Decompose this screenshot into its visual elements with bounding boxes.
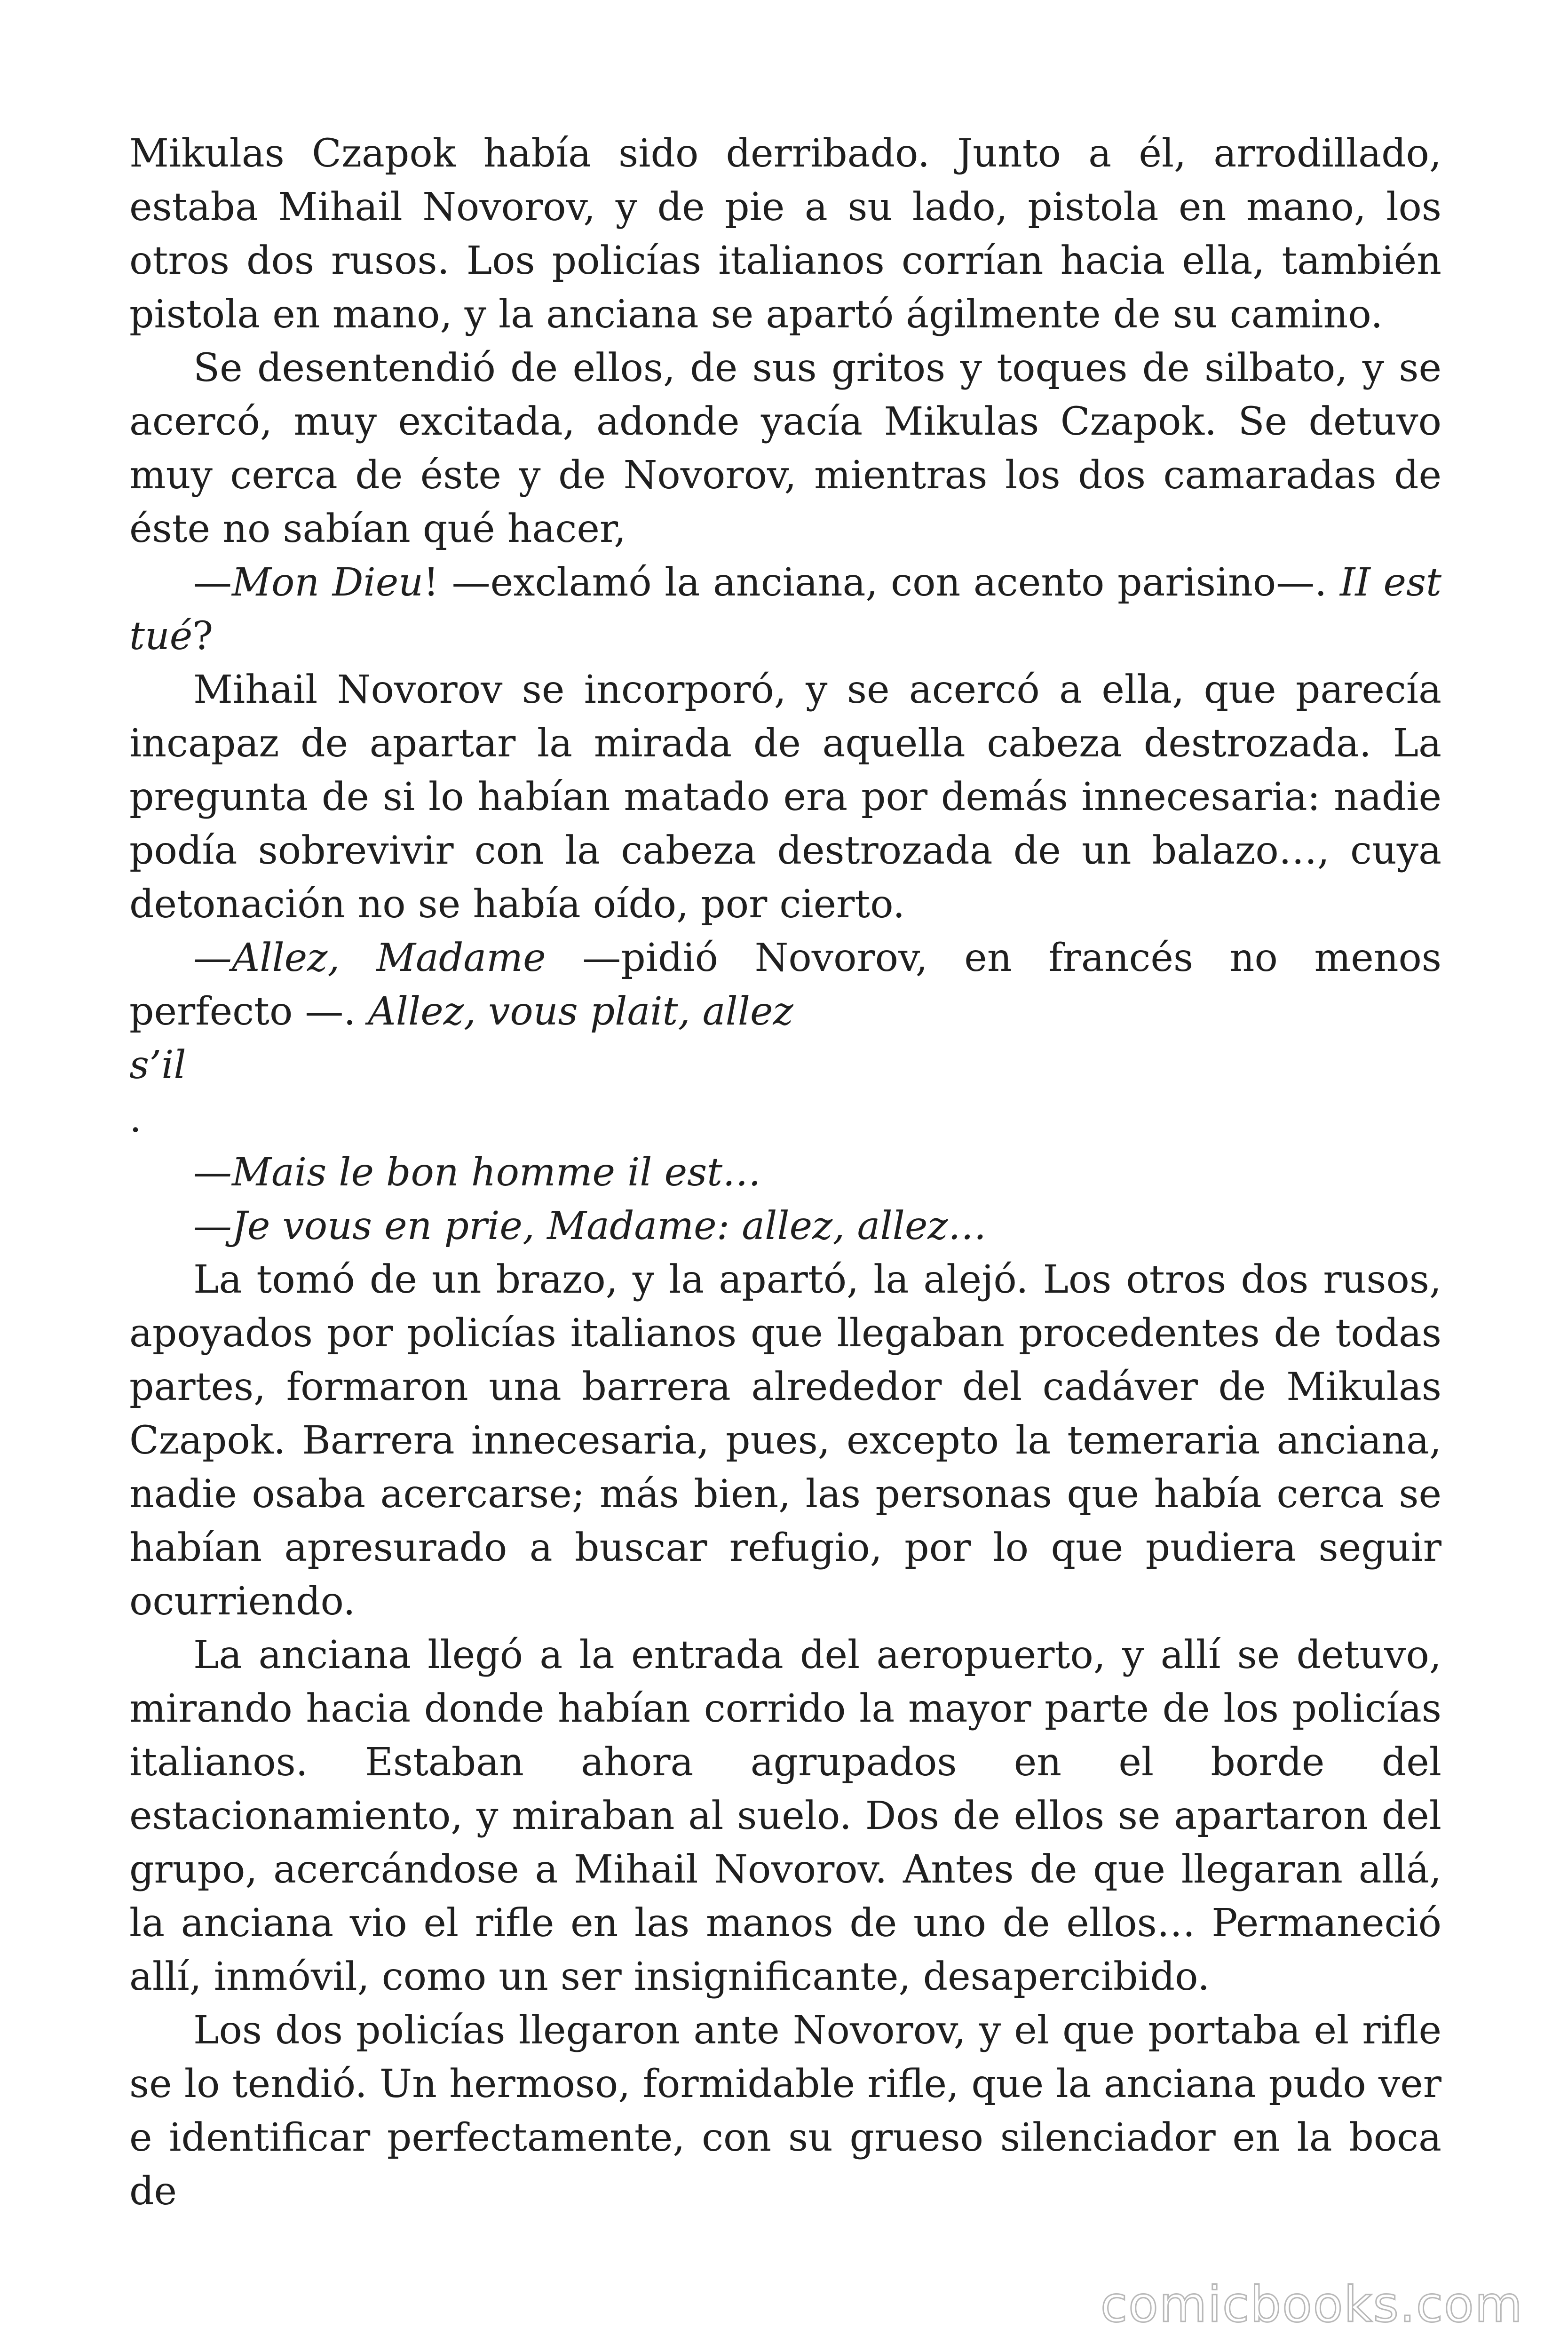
paragraph-5: La anciana llegó a la entrada del aeropuerto, y allí se detuvo, mirando hacia donde habían corrido la mayor parte de los policías italianos. Estaban ahora agrupados en el borde del estacionamiento, y miraban al suelo. Dos de ellos se apartaron del grupo, acercándose a Mihail Novorov. Antes de que llegaran allá, la anciana vio el rifle en las manos de uno de ellos… Permaneció allí, inmóvil, como un ser insignificante, desapercibido. <box>129 1633 1441 1999</box>
dialogue-italic-b: Allez, vous plait, allez <box>368 989 793 1034</box>
paragraph-1: Mikulas Czapok había sido derribado. Junto a él, arrodillado, estaba Mihail Novorov, y de pie a su lado, pistola en mano, los otros dos rusos. Los policías italianos corrían hacia ella, también pistola en mano, y la anciana se apartó ágilmente de su camino. <box>129 131 1441 337</box>
dialogue-je-vous: —Je vous en prie, Madame: allez, allez… <box>193 1204 987 1248</box>
dialogue-dash: — <box>193 560 232 605</box>
dialogue-italic-a: Mon Dieu <box>232 560 424 605</box>
paragraph-4: La tomó de un brazo, y la apartó, la alejó. Los otros dos rusos, apoyados por policías italianos que llegaban procedentes de todas partes, formaron una barrera alrededor del cadáver de Mikulas Czapok. Barrera innecesaria, pues, excepto la temeraria anciana, nadie osaba acercarse; más bien, las personas que había cerca se habían apresurado a buscar refugio, por lo que pudiera seguir ocurriendo. <box>129 1257 1441 1624</box>
dialogue-end: ? <box>192 614 214 659</box>
dialogue-mais: —Mais le bon homme il est… <box>193 1150 761 1195</box>
dialogue-italic-a: —Allez, Madame <box>193 936 546 980</box>
paragraph-6: Los dos policías llegaron ante Novorov, y el que portaba el rifle se lo tendió. Un hermoso, formidable rifle, que la anciana pudo ver e identificar perfectamente, con su grueso silenciador en la boca de <box>129 2008 1441 2214</box>
dialogue-mon-dieu <box>129 556 1441 663</box>
dialogue-narration: ! —exclamó la anciana, con acento parisino—. <box>423 560 1340 605</box>
dialogue-allez <box>129 931 1441 1039</box>
dialogue-narration: —pidió Novorov, en francés no menos perfecto —. <box>129 936 1442 1034</box>
dialogue-italic-b: II est tué <box>129 560 1441 659</box>
paragraph-2: Se desentendió de ellos, de sus gritos y toques de silbato, y se acercó, muy excitada, adonde yacía Mikulas Czapok. Se detuvo muy cerca de éste y de Novorov, mientras los dos camaradas de éste no sabían qué hacer, <box>129 346 1441 551</box>
dialogue-orphan-dot: . <box>129 1097 142 1141</box>
paragraph-3: Mihail Novorov se incorporó, y se acercó a ella, que parecía incapaz de apartar la mirada de aquella cabeza destrozada. La pregunta de si lo habían matado era por demás innecesaria: nadie podía sobrevivir con la cabeza destrozada de un balazo…, cuya detonación no se había oído, por cierto. <box>129 667 1441 927</box>
dialogue-orphan-word: s’il <box>129 1043 186 1088</box>
page-text <box>129 127 1441 2218</box>
watermark-logo: comicbooks.com <box>1100 2276 1523 2333</box>
